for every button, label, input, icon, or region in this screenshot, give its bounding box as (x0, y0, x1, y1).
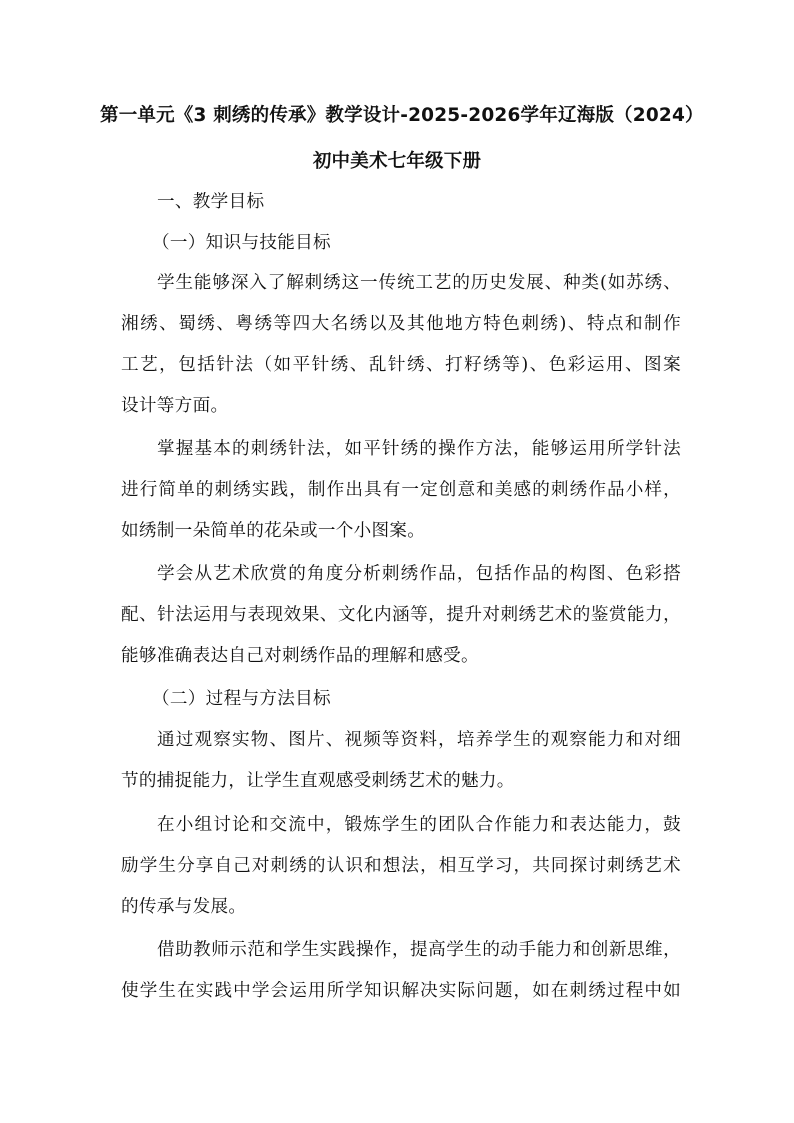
document-title-line-2: 初中美术七年级下册 (312, 151, 482, 172)
paragraph-4-line-1: 通过观察实物、图片、视频等资料，培养学生的观察能力和对细 (157, 730, 681, 750)
paragraph-6-line-1: 借助教师示范和学生实践操作，提高学生的动手能力和创新思维， (157, 940, 681, 960)
subheading-process-methods: （二）过程与方法目标 (152, 689, 331, 709)
paragraph-5-line-3: 的传承与发展。 (121, 897, 247, 917)
paragraph-5-line-2: 励学生分享自己对刺绣的认识和想法，相互学习，共同探讨刺绣艺术 (121, 856, 681, 876)
paragraph-3-line-3: 能够准确表达自己对刺绣作品的理解和感受。 (121, 646, 479, 666)
paragraph-1-line-4: 设计等方面。 (121, 396, 229, 416)
paragraph-2-line-2: 进行简单的刺绣实践，制作出具有一定创意和美感的刺绣作品小样， (121, 480, 681, 500)
paragraph-6-line-2: 使学生在实践中学会运用所学知识解决实际问题，如在刺绣过程中如 (121, 981, 681, 1001)
paragraph-3-line-1: 学会从艺术欣赏的角度分析刺绣作品，包括作品的构图、色彩搭 (157, 564, 681, 584)
paragraph-1-line-2: 湘绣、蜀绣、粤绣等四大名绣以及其他地方特色刺绣)、特点和制作 (121, 314, 681, 334)
document-title-line-1: 第一单元《3 刺绣的传承》教学设计-2025-2026学年辽海版（2024） (100, 105, 704, 126)
paragraph-1-line-1: 学生能够深入了解刺绣这一传统工艺的历史发展、种类(如苏绣、 (157, 273, 681, 293)
paragraph-3-line-2: 配、针法运用与表现效果、文化内涵等，提升对刺绣艺术的鉴赏能力， (121, 605, 681, 625)
paragraph-2-line-3: 如绣制一朵简单的花朵或一个小图案。 (121, 521, 426, 541)
paragraph-4-line-2: 节的捕捉能力，让学生直观感受刺绣艺术的魅力。 (121, 771, 515, 791)
paragraph-5-line-1: 在小组讨论和交流中，锻炼学生的团队合作能力和表达能力，鼓 (157, 815, 681, 835)
paragraph-1-line-3: 工艺，包括针法（如平针绣、乱针绣、打籽绣等)、色彩运用、图案 (121, 355, 681, 375)
section-heading-teaching-goals: 一、教学目标 (157, 192, 265, 212)
subheading-knowledge-skills: （一）知识与技能目标 (152, 233, 331, 253)
paragraph-2-line-1: 掌握基本的刺绣针法，如平针绣的操作方法，能够运用所学针法 (157, 439, 681, 459)
